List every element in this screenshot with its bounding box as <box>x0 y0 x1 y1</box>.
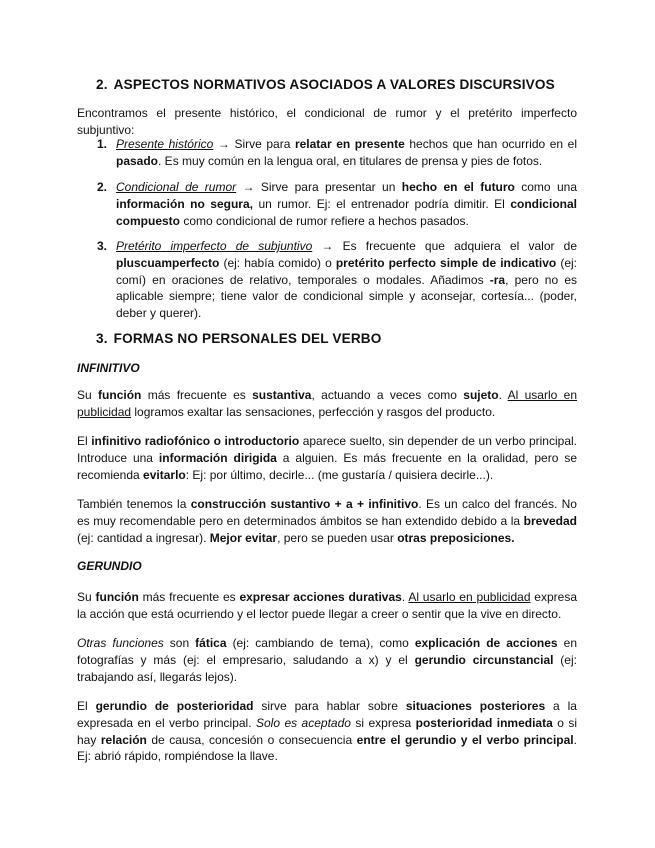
text-run: , actuando a veces como <box>311 388 464 402</box>
paragraph <box>77 635 577 685</box>
text-run: (ej: cambiando de tema), como <box>226 636 415 650</box>
bold-run: información dirigida <box>158 450 277 465</box>
text-run: (ej: había comido) o <box>219 255 336 270</box>
list-item <box>97 238 578 322</box>
list-item-number: 3. <box>97 239 108 253</box>
bold-run: información no segura, <box>116 196 253 211</box>
text-run: El <box>77 699 96 713</box>
list-item-number: 2. <box>97 180 108 194</box>
text-run: . Es un calco del francés. No es muy recomendable pero en determinados ámbitos se han extendido debido a la <box>77 497 577 528</box>
underlined-run: Al usarlo en publicidad <box>77 388 578 419</box>
bold-run: expresar acciones durativas <box>239 590 402 604</box>
text-run: expresa la acción que está ocurriendo y el lector puede llegar a creer o sentir que la vive en directo. <box>77 590 578 621</box>
text-run: Sirve para <box>234 137 295 151</box>
section-3-title: FORMAS NO PERSONALES DEL VERBO <box>113 331 382 346</box>
text-run: Es frecuente que adquiera el valor de <box>342 239 578 253</box>
paragraph <box>77 433 577 483</box>
text-run: . Ej: abrió rápido, rompiéndose la llave. <box>77 732 577 764</box>
bold-run: relatar en presente <box>294 137 405 151</box>
bold-run: hecho en el futuro <box>401 180 515 194</box>
list-item <box>97 179 577 229</box>
text-run: más frecuente es <box>141 388 253 402</box>
text-run: Su <box>77 590 96 604</box>
text-run: sirve para hablar sobre <box>253 699 406 713</box>
text-run: . <box>498 388 508 402</box>
section-2-title: ASPECTOS NORMATIVOS ASOCIADOS A VALORES DISCURSIVOS <box>113 77 555 92</box>
bold-run: sujeto <box>463 388 499 402</box>
bold-run: fática <box>195 636 227 650</box>
bold-run: gerundio de posterioridad <box>95 699 254 713</box>
list-item-term: Presente histórico <box>116 137 214 151</box>
italic-run: Solo es aceptado <box>255 715 351 730</box>
bold-run: brevedad <box>523 513 577 528</box>
bold-run: otras preposiciones. <box>397 530 515 545</box>
text-run: , pero no es aplicable siempre; tiene valor de condicional simple y aconsejar, cortesía... (poder, deber y querer). <box>116 272 577 321</box>
text-run: hechos que han ocurrido en el <box>404 137 577 151</box>
bold-run: función <box>98 388 142 402</box>
bold-run: sustantiva <box>252 388 312 402</box>
text-run: como condicional de rumor refiere a hechos pasados. <box>180 213 469 228</box>
text-run: o si hay <box>77 715 577 747</box>
text-run: (ej: comí) en oraciones de relativo, temporales o modales. Añadimos <box>116 255 577 287</box>
arrow-icon: → <box>312 239 343 253</box>
text-run: más frecuente es <box>138 590 240 604</box>
italic-run: Otras funciones <box>77 636 164 650</box>
arrow-icon: → <box>213 137 235 151</box>
bold-run: evitarlo <box>143 467 186 482</box>
gerundio-heading: GERUNDIO <box>77 559 142 573</box>
section-2-intro: Encontramos el presente histórico, el condicional de rumor y el pretérito imperfecto subjuntivo: <box>77 106 577 137</box>
text-run: si expresa <box>350 715 416 730</box>
paragraph <box>77 387 577 421</box>
bold-run: pasado <box>116 153 159 168</box>
bold-run: gerundio circunstancial <box>414 652 554 667</box>
text-run: El <box>77 434 92 448</box>
text-run: son <box>163 636 196 650</box>
bold-run: pluscuamperfecto <box>116 255 220 270</box>
bold-run: entre el gerundio y el verbo principal <box>356 732 574 747</box>
paragraph <box>77 496 577 546</box>
bold-run: -ra <box>489 272 506 287</box>
text-run: a la expresada en el verbo principal. <box>77 699 577 730</box>
bold-run: explicación de acciones <box>414 636 558 650</box>
list-item-term: Pretérito imperfecto de subjuntivo <box>116 239 313 253</box>
text-run: en fotografías y más (ej: el empresario, saludando a x) y el <box>77 636 578 667</box>
infinitivo-heading: INFINITIVO <box>77 361 140 375</box>
section-2-heading <box>96 77 555 92</box>
arrow-icon: → <box>236 180 261 194</box>
list-item <box>97 136 577 170</box>
list-item-term: Condicional de rumor <box>116 180 237 194</box>
paragraph <box>77 589 577 623</box>
text-run: (ej: trabajando así, llegarás lejos). <box>77 652 577 684</box>
paragraph <box>77 698 577 765</box>
bold-run: construcción sustantivo + a + infinitivo <box>190 497 419 511</box>
bold-run: Mejor evitar <box>209 530 278 545</box>
bold-run: relación <box>100 732 147 747</box>
section-3-heading <box>96 331 382 346</box>
bold-run: función <box>95 590 139 604</box>
text-run: , pero se pueden usar <box>277 530 398 545</box>
text-run: (ej: cantidad a ingresar). <box>77 530 210 545</box>
text-run: . Es muy común en la lengua oral, en titulares de prensa y pies de fotos. <box>158 153 543 168</box>
bold-run: situaciones posteriores <box>405 699 546 713</box>
text-run: : Ej: por último, decirle... (me gustaría / quisiera decirle...). <box>185 467 494 482</box>
underlined-run: Al usarlo en publicidad <box>408 590 531 604</box>
text-run: de causa, concesión o consecuencia <box>146 732 357 747</box>
text-run: Su <box>77 388 99 402</box>
bold-run: infinitivo radiofónico o introductorio <box>91 434 300 448</box>
text-run: a alguien. Es más frecuente en la oralidad, pero se recomienda <box>77 450 578 482</box>
text-run: un rumor. Ej: el entrenador podría dimitir. El <box>252 196 511 211</box>
bold-run: pretérito perfecto simple de indicativo <box>335 255 557 270</box>
list-item-number: 1. <box>97 137 108 151</box>
text-run: Sirve para presentar un <box>260 180 402 194</box>
text-run: logramos exaltar las sensaciones, perfección y rasgos del producto. <box>131 404 496 419</box>
text-run: aparece suelto, sin depender de un verbo principal. Introduce una <box>77 434 577 465</box>
text-run: como una <box>514 180 577 194</box>
section-3-number: 3. <box>96 331 108 346</box>
section-2-number: 2. <box>96 77 108 92</box>
bold-run: posterioridad inmediata <box>415 715 553 730</box>
text-run: También tenemos la <box>77 497 191 511</box>
text-run: . <box>401 590 409 604</box>
bold-run: condicional compuesto <box>116 196 577 228</box>
